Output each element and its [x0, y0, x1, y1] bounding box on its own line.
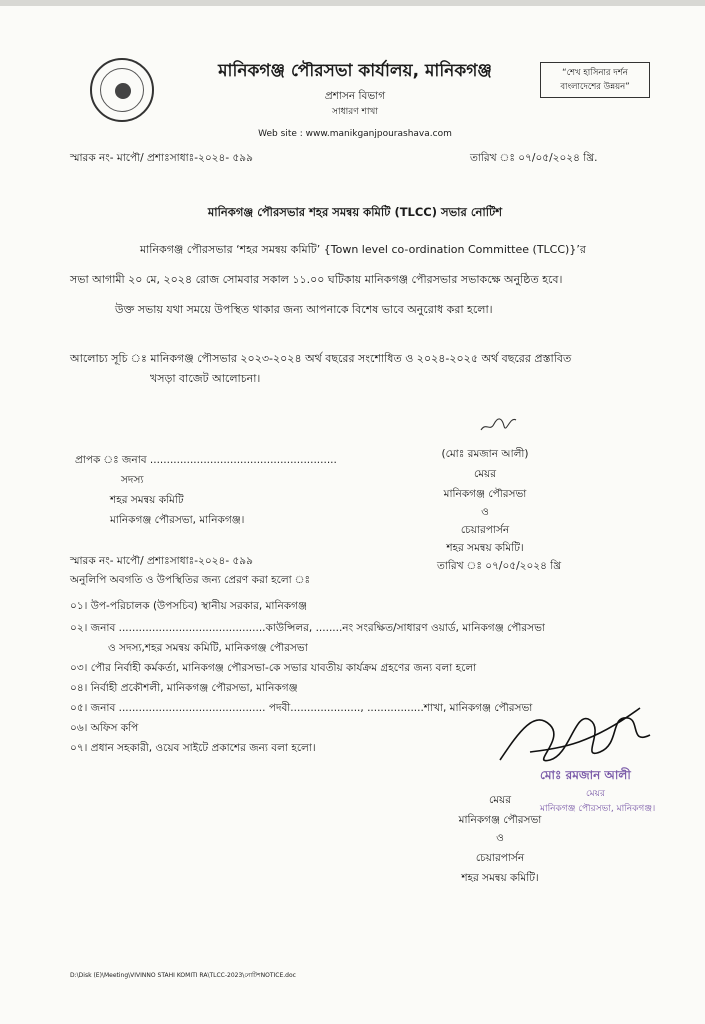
memo-date: তারিখ ঃ ০৭/০৫/২০২৪ খ্রি. [470, 152, 598, 164]
copy-item-5: ০৫। জনাব ............................................ পদবী....................., .................শাখা, মানিকগঞ্জ পৌরসভা [70, 702, 533, 714]
stamp-name: মোঃ রমজান আলী [540, 768, 631, 782]
slogan-line1: “শেখ হাসিনার দর্শন [562, 68, 628, 78]
copy-item-3: ০৩। পৌর নির্বাহী কর্মকর্তা, মানিকগঞ্জ পৌরসভা-কে সভার যাবতীয় কার্যক্রম গ্রহণের জন্য বলা হলো [70, 662, 477, 674]
footer-file-path: D:\Disk (E)\Meeting\VIVINNO STAHI KOMITI RA\TLCC-2023\নোটিশNOTICE.doc [70, 972, 296, 979]
notice-para1-line1: মানিকগঞ্জ পৌরসভার ‘শহর সমন্বয় কমিটি’ {Town level co-ordination Committee (TLCC)}’র [140, 243, 586, 256]
copy-item-1: ০১। উপ-পরিচালক (উপসচিব) স্থানীয় সরকার, মানিকগঞ্জ [70, 600, 307, 612]
bottom-committee: শহর সমন্বয় কমিটি। [461, 872, 539, 884]
recipient-line3: শহর সমন্বয় কমিটি [110, 494, 184, 506]
signatory-committee: শহর সমন্বয় কমিটি। [446, 542, 524, 554]
copy-item-7: ০৭। প্রধান সহকারী, ওয়েব সাইটে প্রকাশের জন্য বলা হলো। [70, 742, 316, 754]
memo-number: স্মারক নং- মাপৌ/ প্রশাঃসাধাঃ-২০২৪- ৫৯৯ [70, 152, 253, 164]
section: সাধারণ শাখা [332, 107, 378, 117]
copy-item-6: ০৬। অফিস কপি [70, 722, 139, 734]
copy-intro: অনুলিপি অবগতি ও উপস্থিতির জন্য প্রেরণ করা হলো ঃ [70, 574, 311, 586]
mayor-signature-small [478, 412, 520, 436]
recipient-line4: মানিকগঞ্জ পৌরসভা, মানিকগঞ্জ। [110, 514, 245, 526]
bottom-and: ও [496, 832, 504, 844]
notice-para1-line2: সভা আগামী ২০ মে, ২০২৪ রোজ সোমবার সকাল ১১.০০ ঘটিকায় মানিকগঞ্জ পৌরসভার সভাকক্ষে অনুষ্ঠিত হবে। [70, 273, 563, 286]
bottom-title: মেয়র [488, 794, 512, 806]
signatory-org: মানিকগঞ্জ পৌরসভা [443, 488, 527, 500]
bottom-chair: চেয়ারপার্সন [475, 852, 525, 864]
copy-item-2: ০২। জনাব ............................................কাউন্সিলর, ........নং সংরক্ষিত/সাধারণ ওয়ার্ড, মানিকগঞ্জ পৌরসভা [70, 622, 545, 634]
copy-date: তারিখ ঃ ০৭/০৫/২০২৪ খ্রি [437, 560, 562, 572]
signatory-name: (মোঃ রমজান আলী) [441, 448, 529, 460]
signatory-and: ও [481, 506, 489, 518]
recipient-line2: সদস্য [121, 474, 144, 486]
slogan-line2: বাংলাদেশের উন্নয়ন” [560, 82, 630, 92]
copy-memo-number: স্মারক নং- মাপৌ/ প্রশাঃসাধাঃ-২০২৪- ৫৯৯ [70, 555, 253, 567]
notice-para2: উক্ত সভায় যথা সময়ে উপস্থিত থাকার জন্য আপনাকে বিশেষ ভাবে অনুরোধ করা হলো। [115, 303, 493, 316]
department: প্রশাসন বিভাগ [324, 90, 386, 102]
copy-item-4: ০৪। নির্বাহী প্রকৌশলী, মানিকগঞ্জ পৌরসভা, মানিকগঞ্জ [70, 682, 298, 694]
notice-title: মানিকগঞ্জ পৌরসভার শহর সমন্বয় কমিটি (TLCC) সভার নোটিশ [207, 205, 503, 219]
office-title: মানিকগঞ্জ পৌরসভা কার্যালয়, মানিকগঞ্জ [218, 61, 492, 81]
agenda-line2: খসড়া বাজেট আলোচনা। [150, 372, 261, 385]
agenda-line1: আলোচ্য সূচি ঃ মানিকগঞ্জ পৌসভার ২০২৩-২০২৪ অর্থ বছরের সংশোধিত ও ২০২৪-২০২৫ অর্থ বছরের প্রস্তাবিত [70, 352, 572, 365]
slogan-box [540, 62, 650, 98]
recipient-line1: প্রাপক ঃ জনাব ........................................................ [75, 454, 337, 466]
copy-item-2-cont: ও সদস্য,শহর সমন্বয় কমিটি, মানিকগঞ্জ পৌরসভা [108, 642, 308, 654]
stamp-title: মেয়র [586, 789, 605, 799]
signatory-chair: চেয়ারপার্সন [460, 524, 510, 536]
stamp-org: মানিকগঞ্জ পৌরসভা, মানিকগঞ্জ। [540, 804, 656, 814]
municipality-seal [90, 58, 154, 122]
signatory-title: মেয়র [473, 468, 497, 480]
bottom-org: মানিকগঞ্জ পৌরসভা [458, 814, 542, 826]
website: Web site : www.manikganjpourashava.com [258, 129, 452, 139]
